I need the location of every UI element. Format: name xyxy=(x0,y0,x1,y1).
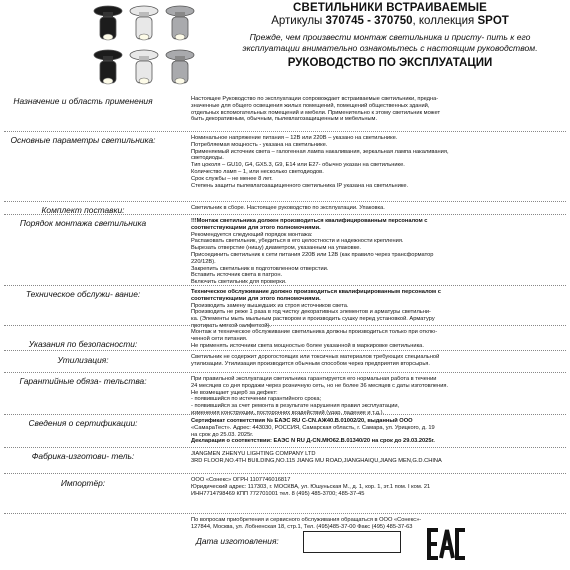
content-line: Срок службы – не менее 8 лет. xyxy=(191,175,273,182)
section-content xyxy=(191,354,563,368)
content-line: При правильной эксплуатации светильника гарантируется его нормальная работа в течении xyxy=(191,376,437,382)
content-line: По вопросам приобретения и сервисного обслуживания обращаться в ООО «Сонекс»- xyxy=(191,517,422,523)
date-box xyxy=(303,531,401,553)
section-divider xyxy=(4,414,566,415)
content-line: - появившийся за счет ремонта в результате нарушения правил эксплуатации, xyxy=(191,403,400,410)
content-line: ООО «Сонекс» ОГРН 1107746016817 xyxy=(191,477,291,483)
section-divider xyxy=(4,285,566,286)
grey-spotlight-image xyxy=(164,48,196,86)
content-line: Настоящее Руководство по эксплуатации сопровождает встраиваемые светильники, предна- xyxy=(191,96,439,102)
section-content xyxy=(191,418,563,445)
content-line: утилизации. Утилизация производится обычным способом через предприятия вторсырья. xyxy=(191,360,430,367)
black-spotlight-image xyxy=(92,4,124,42)
content-line: светодиоды. xyxy=(191,155,224,162)
section-content xyxy=(191,329,563,349)
white-spotlight-image xyxy=(128,4,160,42)
content-line: !!!Монтаж светильника должен производиться квалифицированным персоналом с xyxy=(191,218,428,224)
content-line: ченной сети питания. xyxy=(191,335,248,342)
section-content xyxy=(191,517,563,531)
content-line: Сертификат соответствия № ЕАЭС RU С-CN.АЖ40.В.01002/20, выданный ООО xyxy=(191,418,413,424)
section-label: Назначение и область применения xyxy=(13,96,153,106)
section-divider xyxy=(4,473,566,474)
content-line: изменения конструкции, посторонних воздействий (удар, падение и т.д.). xyxy=(191,409,385,416)
grey-spotlight-image xyxy=(164,4,196,42)
content-line: соответствующими для этого полномочиями. xyxy=(191,295,321,302)
section-label: Утилизация: xyxy=(57,355,109,365)
content-line: Тип цоколя – GU10, G4, GX5.3, G9, E14 или E27- обычно указан на светильнике. xyxy=(191,162,405,169)
content-line: Техническое обслуживание должно производиться квалифицированным персоналом с xyxy=(191,289,441,295)
content-line: быть декоративным, обычным, пылевлагозащищенным и мебельным. xyxy=(191,116,378,123)
section-label: Порядок монтажа светильника xyxy=(19,218,147,228)
section-content xyxy=(191,289,563,330)
content-line: 220/12В). xyxy=(191,258,216,265)
content-line: отдельных вспомогательных помещений и мебели. Применительно к этому светильник может xyxy=(191,109,441,116)
date-label: Дата изготовления: xyxy=(196,536,279,546)
content-line: JIANGMEN ZHENYU LIGHTING COMPANY LTD xyxy=(191,451,316,457)
content-line: Юридический адрес: 117303, г. МОСКВА, ул. Юшуньская М., д. 1, кор. 1, эт.1 пом. I ком. 21 xyxy=(191,483,431,490)
section-divider xyxy=(4,350,566,351)
content-line: Производить замену вышедших из строя источников света. xyxy=(191,302,349,309)
content-line: Не применять источники света мощностью более указанной в маркировке светильника. xyxy=(191,342,424,349)
document-header xyxy=(212,0,568,69)
section-content xyxy=(191,451,563,465)
content-line: Количество ламп – 1, или несколько светодиодов. xyxy=(191,168,324,175)
white-spotlight-image xyxy=(128,48,160,86)
section-content xyxy=(191,477,563,497)
section-divider xyxy=(4,131,566,132)
content-line: Светильник не содержит дорогостоящих или токсичных материалов требующих специальной xyxy=(191,354,440,360)
content-line: Вставить источник света в патрон. xyxy=(191,272,283,279)
collection-name: SPOT xyxy=(477,15,509,27)
section-divider xyxy=(4,201,566,202)
black-spotlight-image xyxy=(92,48,124,86)
section-divider xyxy=(4,325,566,326)
section-label: Импортёр: xyxy=(60,478,106,488)
section-divider xyxy=(4,214,566,215)
content-line: Применяемый источник света – галогенная лампа накаливания, зеркальная лампа накаливания, xyxy=(191,148,449,155)
section-label: Гарантийные обяза- тельства: xyxy=(19,376,147,386)
content-line: Вырезать отверстие (нишу) диаметром, указанным на упаковке. xyxy=(191,245,361,252)
content-line: Закрепить светильник в подготовленном отверстии. xyxy=(191,265,329,272)
product-images xyxy=(92,4,202,88)
content-line: ка. (Элементы мыть мыльным раствором и производить сушку перед установкой. Арматуру xyxy=(191,316,435,323)
content-line: «СамараТест». Адрес: 443030, РОССИЯ, Самарская область, г. Самара, ул. Урицкого, д. 19 xyxy=(191,424,435,431)
content-line: 127844, Москва, ул. Лобненская 18, стр.1, Тел. (495)485-37-00 Факс (495) 485-37-63 xyxy=(191,523,413,530)
content-line: Монтаж и техническое обслуживание светильника должны производиться только при отклю- xyxy=(191,329,438,335)
section-divider xyxy=(4,447,566,448)
section-content xyxy=(191,205,563,212)
content-line: на срок до 25.03. 2025г. xyxy=(191,431,254,438)
section-divider xyxy=(4,372,566,373)
content-line: Включить светильник для проверки. xyxy=(191,279,287,286)
section-label: Указания по безопасности: xyxy=(28,339,138,349)
eac-mark xyxy=(427,528,467,560)
content-line: Не возмещает ущерб за дефект: xyxy=(191,389,278,396)
section-content xyxy=(191,135,563,189)
content-line: протирать мягкой салфеткой). xyxy=(191,322,271,329)
article-numbers: 370745 - 370750 xyxy=(325,15,413,27)
content-line: - появившийся по истечении гарантийного срока; xyxy=(191,396,322,403)
content-line: Производить не реже 1 раза в год чистку декоративных элементов и арматуры светильни- xyxy=(191,309,431,316)
section-label: Комплект поставки: xyxy=(41,205,125,215)
content-line: соответствующими для этого полномочиями. xyxy=(191,224,321,231)
content-line: 3RD FLOOR,NO.4TH BUILDING,NO.115 JIANG MU ROAD,JIANGHAIQU,JIANG MEN,G.D.CHINA xyxy=(191,457,442,464)
content-line: Светильник в сборе. Настоящее руководство по эксплуатации. Упаковка. xyxy=(191,205,385,211)
articles-line: Артикулы 370745 - 370750, коллекция SPOT xyxy=(271,15,509,27)
warning-text: Прежде, чем произвести монтаж светильника и присту- пить к его эксплуатации внимательно ознакомьтесь с настоящим руководством. xyxy=(242,32,538,53)
section-label: Техническое обслужи- вание: xyxy=(25,289,141,299)
section-label: Фабрика-изготови- тель: xyxy=(31,451,135,461)
content-line: значенные для общего освещения жилых помещений, помещений общественных зданий, xyxy=(191,102,430,109)
section-divider xyxy=(4,513,566,514)
section-label: Сведения о сертификации: xyxy=(28,418,138,428)
content-line: ИНН7714798469 КПП 772701001 тел. 8 (495) 485-3700; 485-37-45 xyxy=(191,490,365,497)
content-line: 24 месяцев со дня продажи через розничную сеть, но не более 36 месяцев с даты изготовления. xyxy=(191,382,449,389)
content-line: Присоединить светильник к сети питания 220В или 12В (как правило через трансформатор xyxy=(191,251,434,258)
manual-title: РУКОВОДСТВО ПО ЭКСПЛУАТАЦИИ xyxy=(287,57,493,69)
section-content xyxy=(191,96,563,123)
content-line: Степень защиты пылевлагозащищенного светильника IP указана на светильнике. xyxy=(191,182,409,189)
content-line: Рекомендуется следующий порядок монтажа: xyxy=(191,231,313,238)
content-line: Декларация о соответствии: ЕАЭС N RU Д-CN.МЮ62.В.01340/20 на срок до 29.03.2025г. xyxy=(191,438,435,445)
section-content xyxy=(191,376,563,417)
section-content xyxy=(191,218,563,286)
content-line: Потребляемая мощность - указана на светильнике. xyxy=(191,141,328,148)
content-line: Номинальное напряжение питания – 12В или 220В – указано на светильнике. xyxy=(191,135,398,141)
section-label: Основные параметры светильника: xyxy=(10,135,156,145)
content-line: Распаковать светильник, убедиться в его целостности и надежности крепления. xyxy=(191,238,404,245)
document-title: СВЕТИЛЬНИКИ ВСТРАИВАЕМЫЕ xyxy=(292,2,488,14)
